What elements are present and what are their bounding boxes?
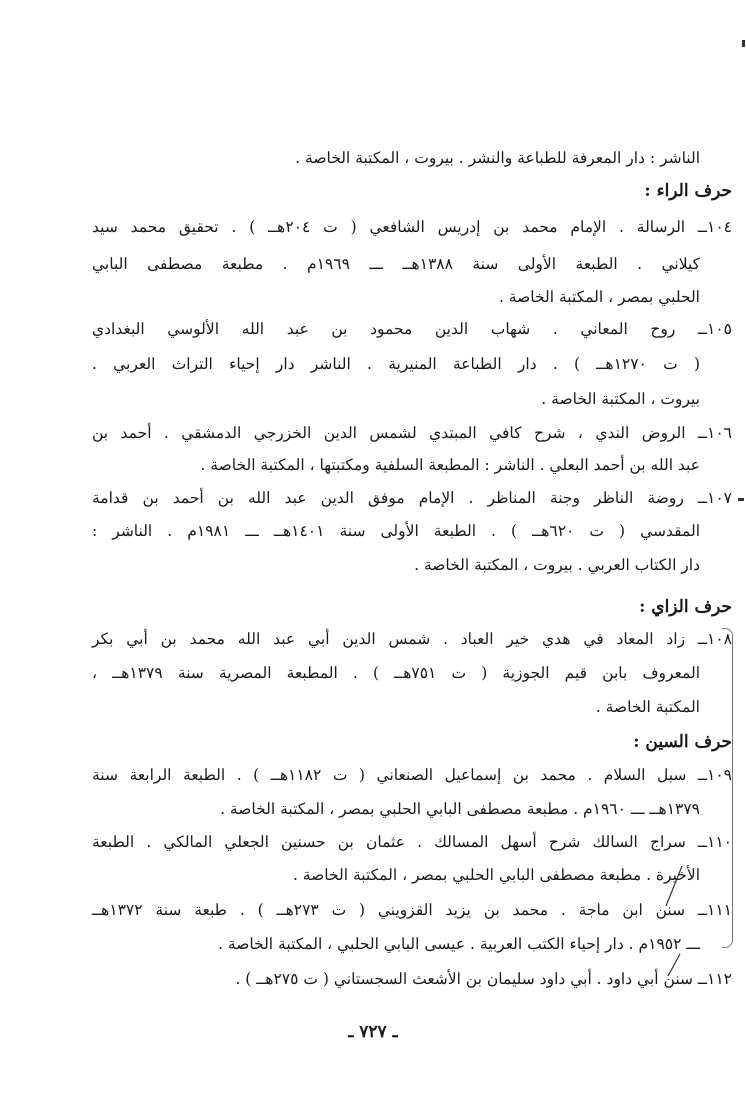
entry-104-line-2: كيلاني . الطبعة الأولى سنة ١٣٨٨هــ ـــ ١٩٦٩م . مطبعة مصطفى البابي xyxy=(92,255,700,273)
entry-106-line-2: عبد الله بن أحمد البعلي . الناشر : المطبعة السلفية ومكتبتها ، المكتبة الخاصة . xyxy=(200,456,700,474)
section-heading-sin: حرف السين : xyxy=(633,732,732,752)
page-number: ـ ٧٢٧ ـ xyxy=(348,1022,398,1042)
section-heading-ra: حرف الراء : xyxy=(644,181,732,201)
entry-107-line-3: دار الكتاب العربي . بيروت ، المكتبة الخاصة . xyxy=(414,556,700,574)
entry-107-line-2: المقدسي ( ت ٦٢٠هــ ) . الطبعة الأولى سنة ١٤٠١هــ ـــ ١٩٨١م . الناشر : xyxy=(92,522,701,540)
entry-105-line-3: بيروت ، المكتبة الخاصة . xyxy=(541,390,700,408)
section-heading-zay: حرف الزاي : xyxy=(639,597,732,617)
entry-109-line-1: ١٠٩ــ سبل السلام . محمد بن إسماعيل الصنعاني ( ت ١١٨٢هــ ) . الطبعة الرابعة سنة xyxy=(92,766,733,784)
entry-108-line-2: المعروف بابن قيم الجوزية ( ت ٧٥١هــ ) . المطبعة المصرية سنة ١٣٧٩هــ ، xyxy=(92,664,701,682)
entry-110-line-2: الأخيرة . مطبعة مصطفى البابي الحلبي بمصر ، المكتبة الخاصة . xyxy=(292,866,700,884)
entry-110-line-1: ١١٠ــ سراج السالك شرح أسهل المسالك . عثمان بن حسنين الجعلي المالكي . الطبعة xyxy=(92,833,732,851)
margin-bracket xyxy=(722,628,733,948)
entry-105-line-1: ١٠٥ــ روح المعاني . شهاب الدين محمود بن عبد الله الألوسي البغدادي xyxy=(92,320,732,338)
scan-mark-top xyxy=(742,40,745,47)
margin-pen-stroke xyxy=(660,862,690,982)
entry-108-line-1: ١٠٨ــ زاد المعاد في هدي خير العباد . شمس الدين أبي عبد الله محمد بن أبي بكر xyxy=(92,630,732,648)
entry-112-line-1: ١١٢ــ سنن أبي داود . أبي داود سليمان بن الأشعث السجستاني ( ت ٢٧٥هــ ) . xyxy=(235,970,732,988)
entry-104-line-3: الحلبي بمصر ، المكتبة الخاصة . xyxy=(498,288,700,306)
entry-109-line-2: ١٣٧٩هــ ـــ ١٩٦٠م . مطبعة مصطفى البابي الحلبي بمصر ، المكتبة الخاصة . xyxy=(220,800,700,818)
entry-108-line-3: المكتبة الخاصة . xyxy=(595,698,700,716)
entry-104-line-1: ١٠٤ــ الرسالة . الإمام محمد بن إدريس الشافعي ( ت ٢٠٤هــ ) . تحقيق محمد سيد xyxy=(92,218,732,236)
intro-publisher-line: الناشر : دار المعرفة للطباعة والنشر . بيروت ، المكتبة الخاصة . xyxy=(295,149,700,167)
entry-106-line-1: ١٠٦ــ الروض الندي ، شرح كافي المبتدي لشمس الدين الخزرجي الدمشقي . أحمد بن xyxy=(92,424,732,442)
scan-mark-middle xyxy=(738,498,744,501)
entry-111-line-2: ـــ ١٩٥٢م . دار إحياء الكتب العربية . عيسى البابي الحلبي ، المكتبة الخاصة . xyxy=(218,935,700,953)
entry-107-line-1: ١٠٧ــ روضة الناظر وجنة المناظر . الإمام موفق الدين عبد الله بن أحمد بن قدامة xyxy=(92,489,732,507)
entry-105-line-2: ( ت ١٢٧٠هــ ) . دار الطباعة المنيرية . الناشر دار إحياء التراث العربي . xyxy=(92,355,700,373)
entry-111-line-1: ١١١ــ سنن ابن ماجة . محمد بن يزيد القزويني ( ت ٢٧٣هــ ) . طبعة سنة ١٣٧٢هــ xyxy=(92,901,732,919)
